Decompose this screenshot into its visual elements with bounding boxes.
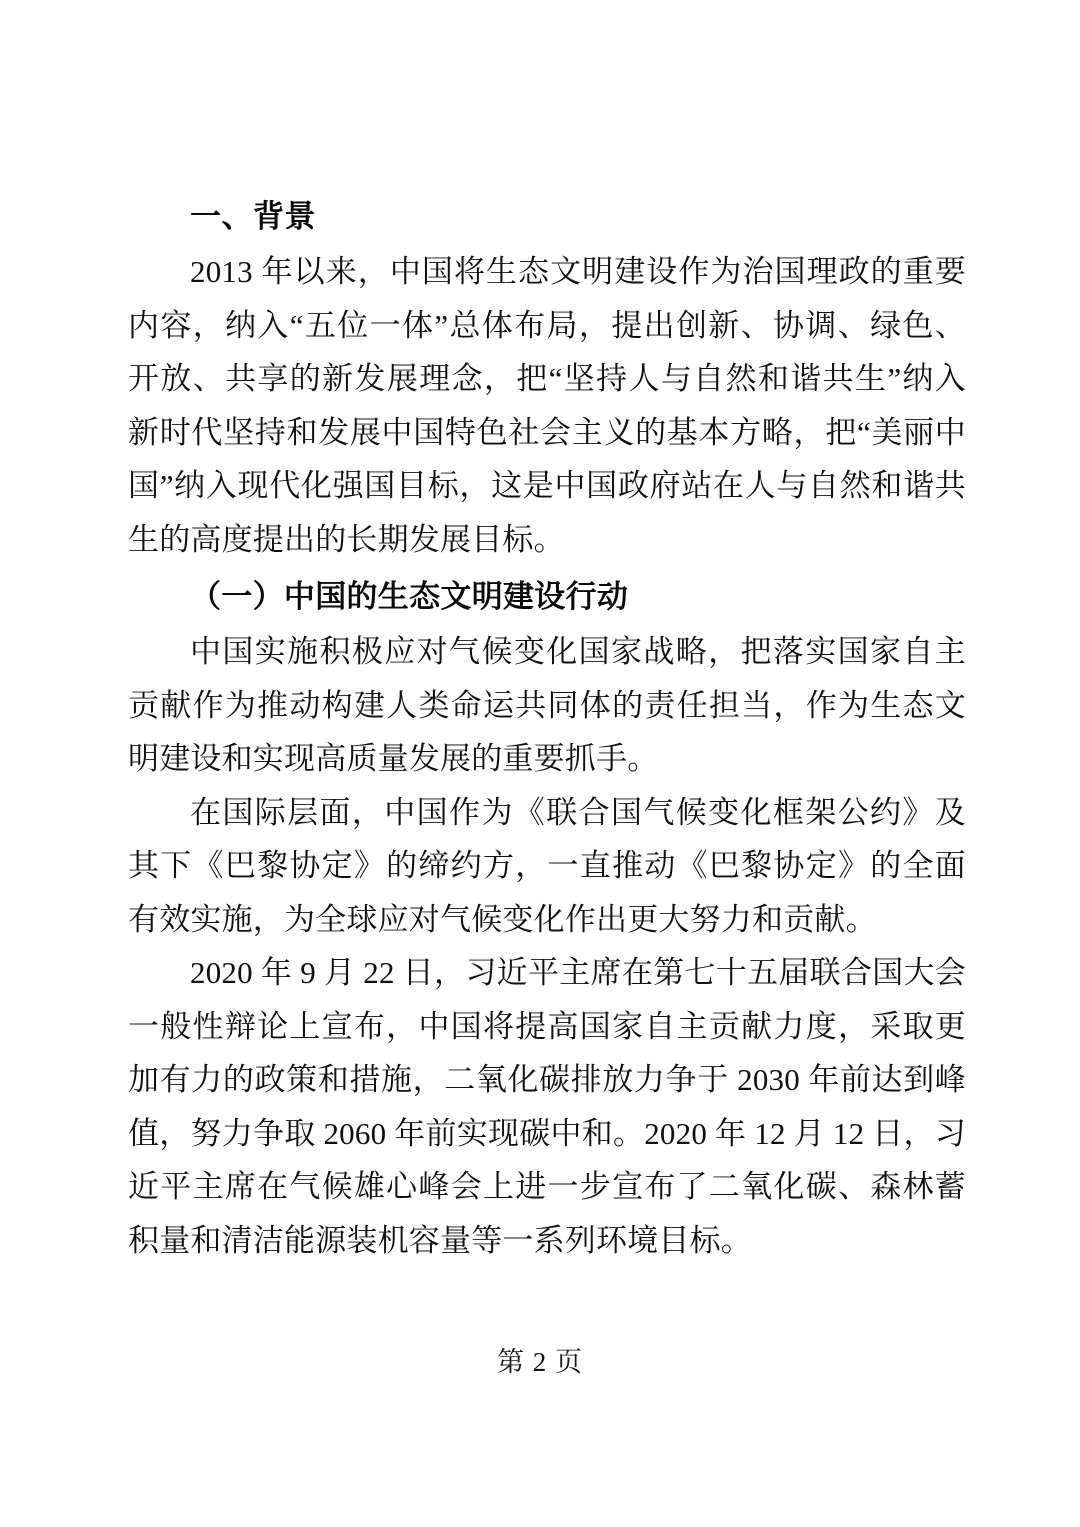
page-number-footer: 第 2 页 — [497, 1347, 583, 1377]
paragraph-background-intro: 2013 年以来，中国将生态文明建设作为治国理政的重要内容，纳入“五位一体”总体布局，提出创新、协调、绿色、开放、共享的新发展理念，把“坚持人与自然和谐共生”纳入新时代坚持和发展中国特色社会主义的基本方略，把“美丽中国”纳入现代化强国目标，这是中国政府站在人与自然和谐共生的高度提出的长期发展目标。 — [128, 254, 966, 557]
document-body — [128, 190, 966, 1267]
section-heading: 一、背景 — [190, 199, 316, 234]
paragraph-national-strategy: 中国实施积极应对气候变化国家战略，把落实国家自主贡献作为推动构建人类命运共同体的责任担当，作为生态文明建设和实现高质量发展的重要抓手。 — [128, 634, 966, 776]
paragraph-carbon-targets: 2020 年 9 月 22 日，习近平主席在第七十五届联合国大会一般性辩论上宣布，中国将提高国家自主贡献力度，采取更加有力的政策和措施，二氧化碳排放力争于 2030 年前达到峰值，努力争取 2060 年前实现碳中和。2020 年 12 月 12 日，习近平主席在气候雄心峰会上进一步宣布了二氧化碳、森林蓄积量和清洁能源装机容量等一系列环境目标。 — [128, 955, 966, 1258]
paragraph-international-level: 在国际层面，中国作为《联合国气候变化框架公约》及其下《巴黎协定》的缔约方，一直推动《巴黎协定》的全面有效实施，为全球应对气候变化作出更大努力和贡献。 — [128, 794, 966, 937]
subsection-heading: （一）中国的生态文明建设行动 — [190, 579, 629, 614]
